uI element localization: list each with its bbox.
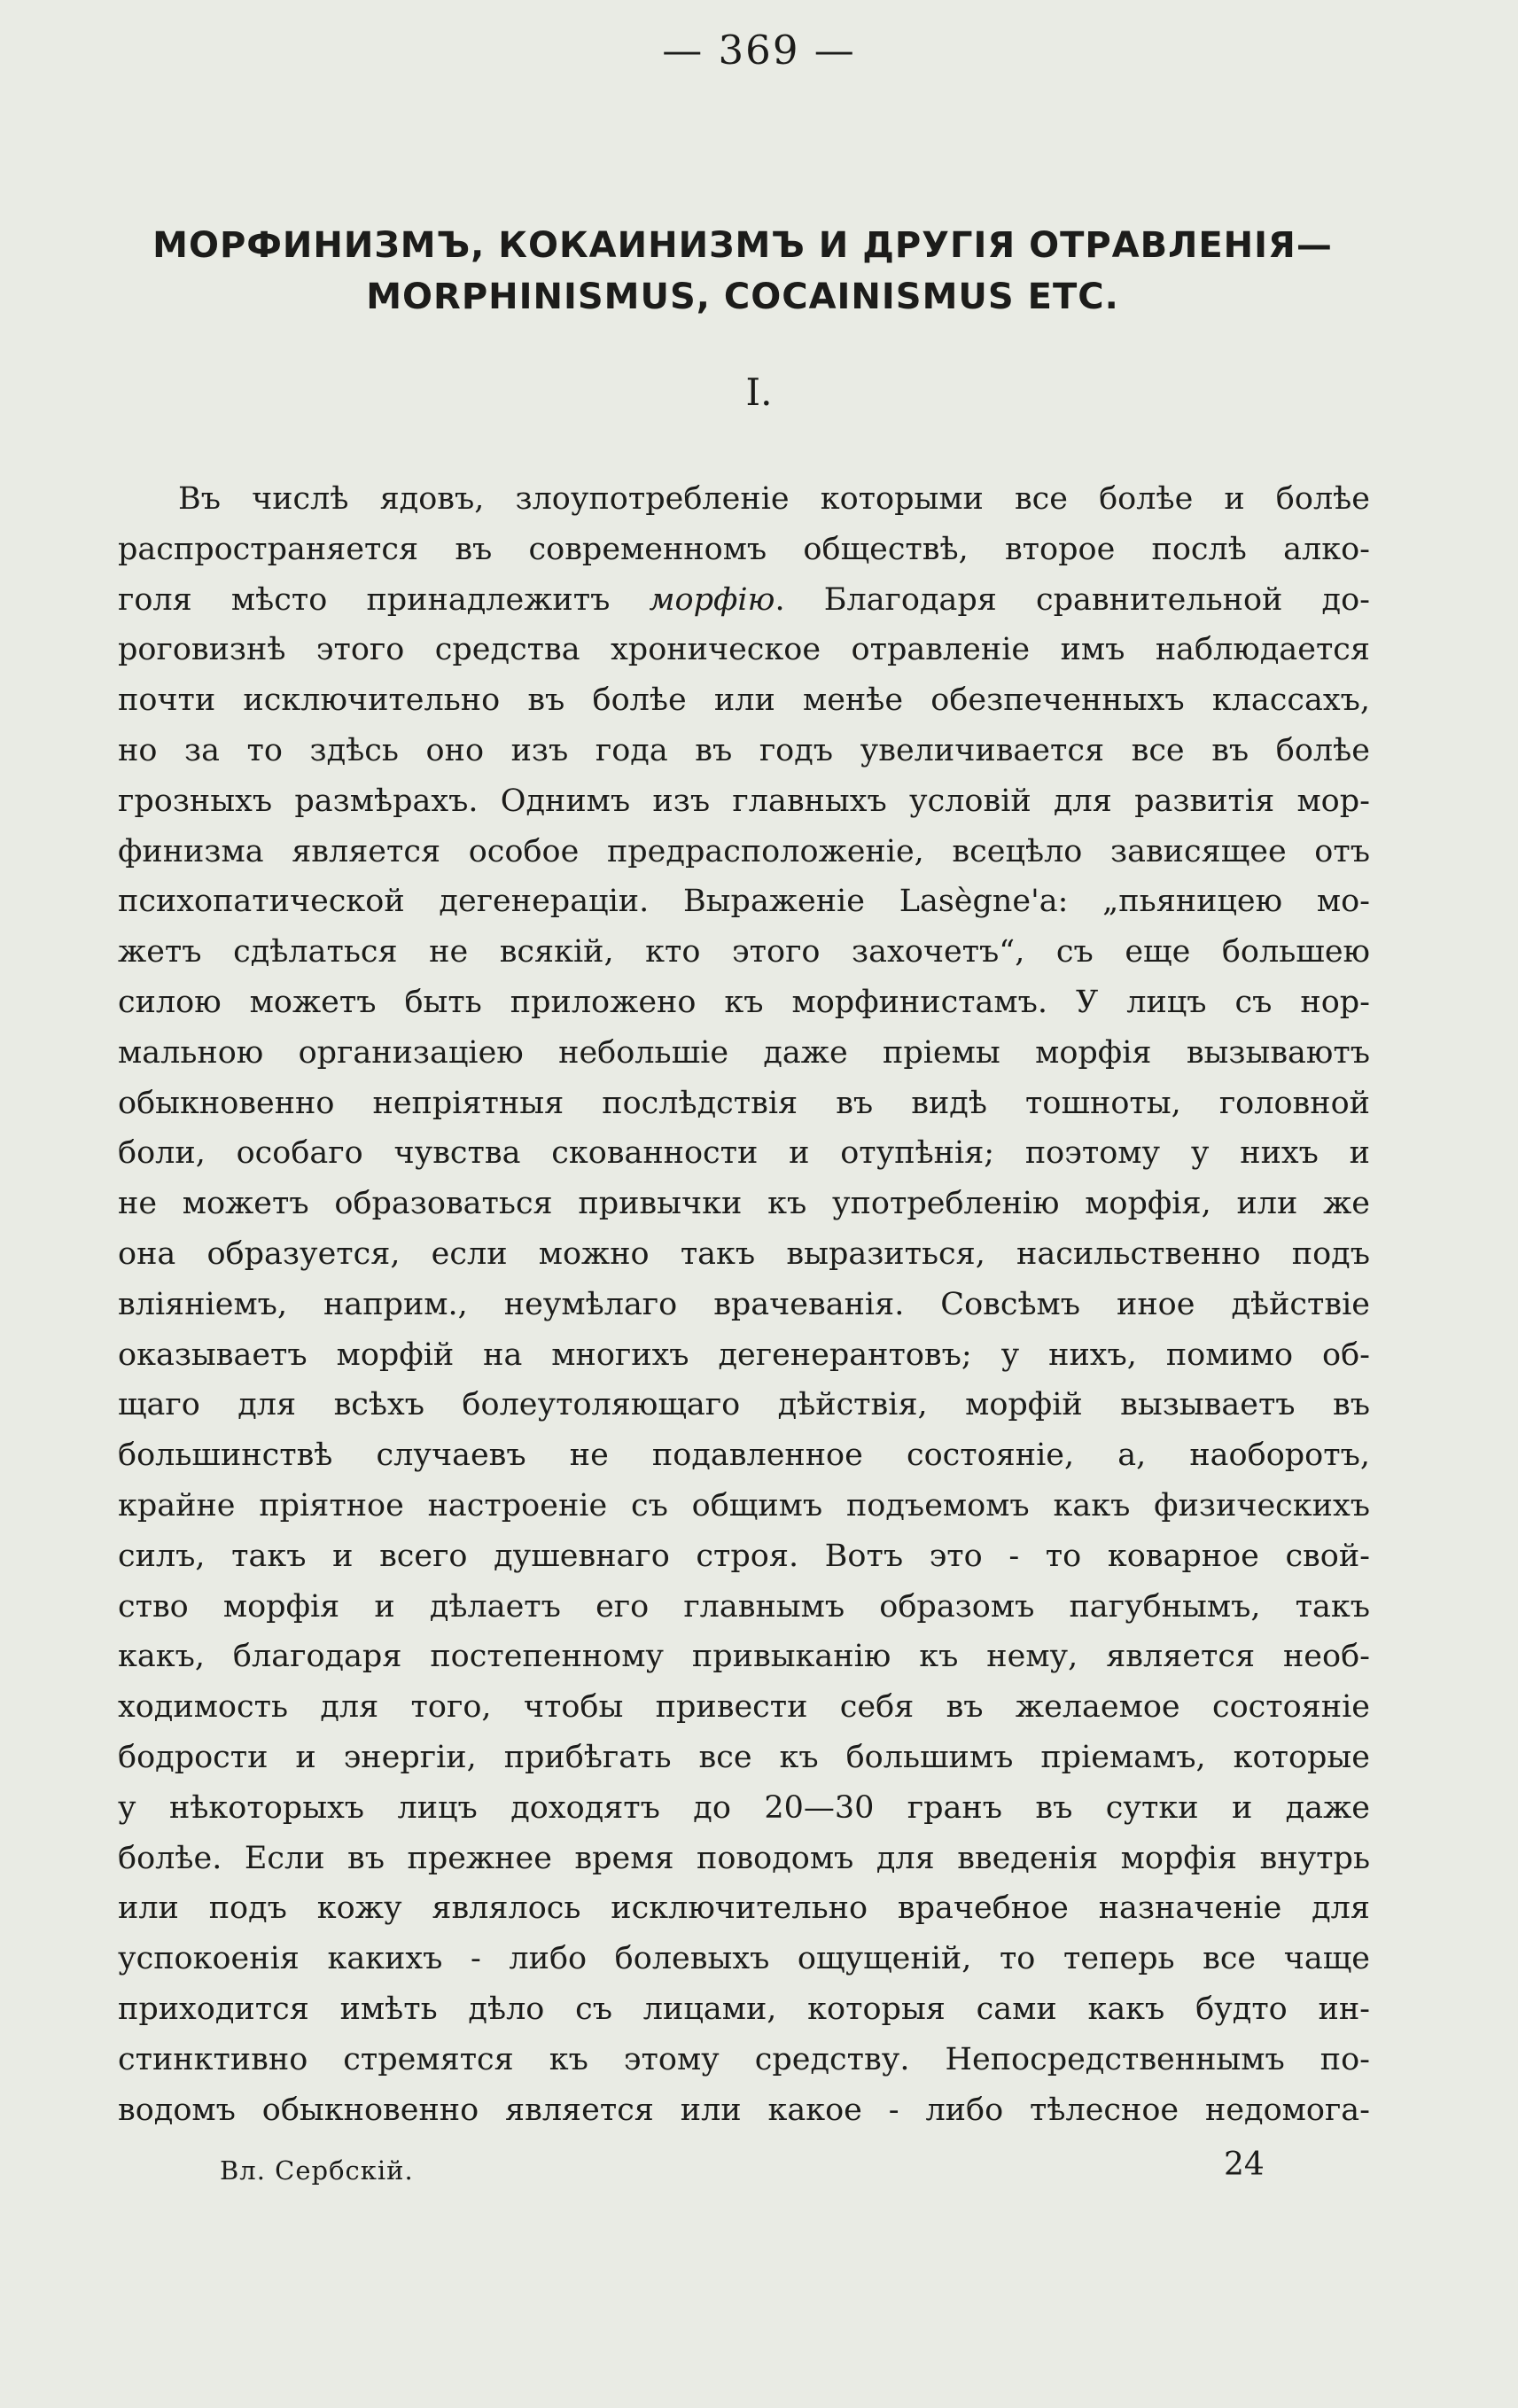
emphasized-word: морфію (649, 581, 775, 618)
body-text (118, 474, 1370, 2135)
body-line: но за то здѣсь оно изъ года въ годъ увеличивается все въ болѣе (118, 732, 1370, 768)
body-line: финизма является особое предрасположеніе, всецѣло зависящее отъ (118, 833, 1370, 869)
body-line: оказываетъ морфій на многихъ дегенерантовъ; у нихъ, помимо об- (118, 1336, 1370, 1373)
body-line: бодрости и энергіи, прибѣгать все къ большимъ пріемамъ, которые (118, 1739, 1370, 1775)
body-line: или подъ кожу являлось исключительно врачебное назначеніе для (118, 1890, 1370, 1927)
body-line: какъ, благодаря постепенному привыканію къ нему, является необ- (118, 1639, 1370, 1675)
body-line: грозныхъ размѣрахъ. Однимъ изъ главныхъ условій для развитія мор- (118, 783, 1370, 819)
body-line: обыкновенно непріятныя послѣдствія въ видѣ тошноты, головной (118, 1085, 1370, 1121)
body-line: силъ, такъ и всего душевнаго строя. Вотъ это - то коварное свой- (118, 1538, 1370, 1574)
signature-mark: 24 (1224, 2147, 1265, 2183)
body-line: боли, особаго чувства скованности и отупѣнія; поэтому у нихъ и (118, 1135, 1370, 1172)
body-line: щаго для всѣхъ болеутоляющаго дѣйствія, морфій вызываетъ въ (118, 1387, 1370, 1423)
body-line: силою можетъ быть приложено къ морфинистамъ. У лицъ съ нор- (118, 984, 1370, 1020)
body-line: крайне пріятное настроеніе съ общимъ подъемомъ какъ физическихъ (118, 1487, 1370, 1524)
section-numeral: I. (745, 370, 773, 414)
body-line: жетъ сдѣлаться не всякій, кто этого захочетъ“, съ еще большею (118, 934, 1370, 970)
body-line: успокоенія какихъ - либо болевыхъ ощущеній, то теперь все чаще (118, 1941, 1370, 1977)
body-line: она образуется, если можно такъ выразиться, насильственно подъ (118, 1235, 1370, 1272)
body-line: большинствѣ случаевъ не подавленное состояніе, а, наоборотъ, (118, 1438, 1370, 1474)
body-line: приходится имѣть дѣло съ лицами, которыя сами какъ будто ин- (118, 1991, 1370, 2027)
body-line: ходимость для того, чтобы привести себя въ желаемое состояніе (118, 1689, 1370, 1726)
footer-author: Вл. Сербскій. (220, 2155, 414, 2186)
body-line: мальною организацiею небольшіе даже пріемы морфія вызываютъ (118, 1034, 1370, 1071)
title-line-latin: MORPHINISMUS, COCAINISMUS ETC. (366, 277, 1119, 317)
body-line: вліяніемъ, наприм., неумѣлаго врачеванія. Совсѣмъ иное дѣйствіе (118, 1286, 1370, 1322)
body-line: почти исключительно въ болѣе или менѣе обезпеченныхъ классахъ, (118, 682, 1370, 719)
body-line: голя мѣсто принадлежитъ морфію. Благодаря сравнительной до- (118, 581, 1370, 618)
body-line: распространяется въ современномъ обществѣ, второе послѣ алко- (118, 531, 1370, 567)
body-line: роговизнѣ этого средства хроническое отравленіе имъ наблюдается (118, 632, 1370, 668)
body-line: водомъ обыкновенно является или какое - либо тѣлесное недомога- (118, 2092, 1370, 2128)
body-line: у нѣкоторыхъ лицъ доходятъ до 20—30 гранъ въ сутки и даже (118, 1789, 1370, 1826)
article-title (113, 220, 1372, 323)
body-line: стинктивно стремятся къ этому средству. Непосредственнымъ по- (118, 2041, 1370, 2077)
body-line: Въ числѣ ядовъ, злоупотребленіе которыми все болѣе и болѣе (178, 481, 1370, 517)
page-number: — 369 — (662, 27, 856, 74)
body-line: ство морфія и дѣлаетъ его главнымъ образомъ пагубнымъ, такъ (118, 1588, 1370, 1625)
body-line: болѣе. Если въ прежнее время поводомъ для введенія морфія внутрь (118, 1840, 1370, 1876)
title-line-russian: МОРФИНИЗМЪ, КОКАИНИЗМЪ И ДРУГІЯ ОТРАВЛЕНІЯ— (152, 225, 1333, 266)
body-line: не можетъ образоваться привычки къ употребленію морфія, или же (118, 1186, 1370, 1222)
body-line: психопатической дегенераціи. Выраженіе Lasègne'а: „пьяницею мо- (118, 884, 1370, 920)
